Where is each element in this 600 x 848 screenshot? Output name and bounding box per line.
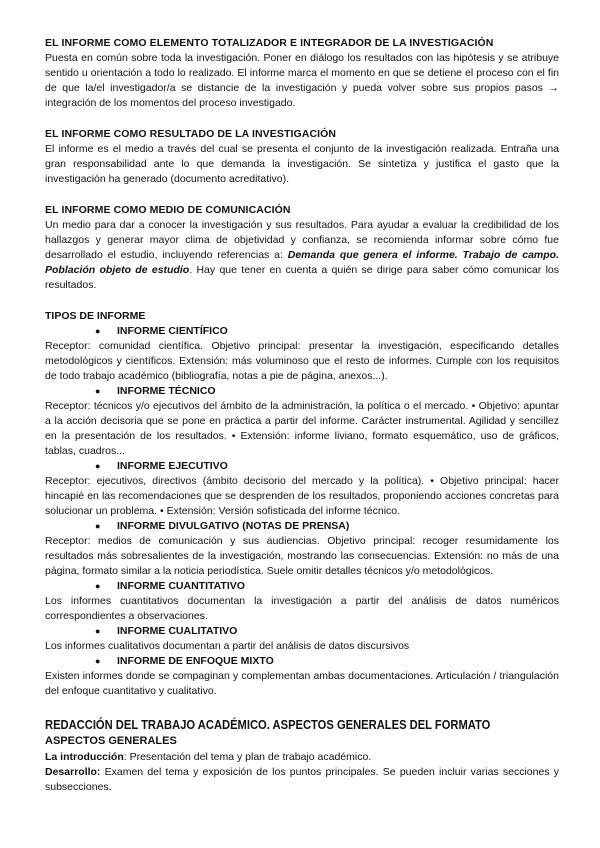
type-name: INFORME CUALITATIVO	[117, 625, 238, 637]
section-title: EL INFORME COMO MEDIO DE COMUNICACIÓN	[45, 204, 291, 216]
bullet-icon: ●	[95, 461, 101, 471]
bullet-icon: ●	[95, 656, 101, 666]
type-heading-divulgativo	[95, 519, 559, 534]
redaccion-item-desarrollo	[45, 765, 559, 795]
redaccion-subtitle: ASPECTOS GENERALES	[45, 735, 177, 747]
type-text: Los informes cualitativos documentan a partir del análisis de datos discursivos	[45, 640, 410, 652]
section-body	[45, 218, 559, 293]
section-body: Puesta en común sobre toda la investigación. Poner en diálogo los resultados con las hipótesis y se atribuye sentido u orientación a todo lo realizado. El informe marca el momento en que se detiene el proceso con el fin de que la/el investigador/a se distancie de la investigación y pueda volver sobre sus propios pasos → integración de los momentos del proceso investigado.	[45, 52, 559, 109]
section-title: EL INFORME COMO RESULTADO DE LA INVESTIGACIÓN	[45, 128, 337, 140]
tipos-title: TIPOS DE INFORME	[45, 310, 146, 322]
section-redaccion	[45, 717, 559, 795]
type-text: Receptor: comunidad científica. Objetivo principal: presentar la investigación, especificando detalles metodológicos y científicos. Extensión: más voluminoso que el resto de informes. Cumple con los requisitos de todo trabajo académico (bibliografía, notas a pie de página, anexos...).	[45, 340, 559, 382]
section-totalizador	[45, 36, 559, 111]
type-heading-cuantitativo	[95, 579, 559, 594]
item-text: Examen del tema y exposición de los puntos principales. Se pueden incluir varias secciones y subsecciones.	[45, 766, 559, 793]
section-title: EL INFORME COMO ELEMENTO TOTALIZADOR E INTEGRADOR DE LA INVESTIGACIÓN	[45, 37, 494, 49]
section-tipos	[45, 309, 559, 699]
item-label: La introducción	[45, 751, 124, 763]
document-content	[45, 36, 559, 795]
type-name: INFORME TÉCNICO	[117, 385, 216, 397]
bullet-icon: ●	[95, 626, 101, 636]
type-heading-tecnico	[95, 384, 559, 399]
type-heading-cientifico	[95, 324, 559, 339]
body-start: Un medio para dar a conocer la investigación y sus resultados. Para ayudar a evaluar la credibilidad de los hallazgos y generar mayor clima de objetividad y confianza, se recomienda informar sobre cómo fue desarrollado el estudio, incluyendo referencias a:	[45, 219, 559, 261]
type-text: Los informes cuantitativos documentan la investigación a partir del análisis de datos numéricos correspondientes a observaciones.	[45, 595, 559, 622]
type-name: INFORME EJECUTIVO	[117, 460, 228, 472]
body-emphasis: Demanda que genera el informe. Trabajo de campo. Población objeto de estudio	[45, 249, 559, 276]
type-name: INFORME CUANTITATIVO	[117, 580, 245, 592]
item-label: Desarrollo:	[45, 766, 101, 778]
type-text: Receptor: medios de comunicación y sus audiencias. Objetivo principal: recoger resumidamente los resultados más sobresalientes de la investigación, mostrando las consecuencias. Extensión: no más de una página, formato similar a la noticia periodística. Suele omitir detalles técnicos y/o metodológicos.	[45, 535, 559, 577]
type-name: INFORME DIVULGATIVO (NOTAS DE PRENSA)	[117, 520, 350, 532]
body-end: . Hay que tener en cuenta a quién se dirige para saber cómo comunicar los resultados.	[45, 264, 560, 291]
type-text: Existen informes donde se compaginan y complementan ambas documentaciones. Articulación / triangulación del enfoque cuantitativo y cualitativo.	[45, 670, 559, 697]
bullet-icon: ●	[95, 326, 101, 336]
type-heading-mixto	[95, 654, 559, 669]
type-text: Receptor: ejecutivos, directivos (ámbito decisorio del mercado y la política). • Objetivo principal: hacer hincapié en las recomendaciones que se desprenden de los resultados, proponiendo acciones concretas para solucionar un problema. • Extensión: Versión sofisticada del informe técnico.	[45, 475, 559, 517]
type-heading-ejecutivo	[95, 459, 559, 474]
type-name: INFORME DE ENFOQUE MIXTO	[117, 655, 274, 667]
redaccion-title: REDACCIÓN DEL TRABAJO ACADÉMICO. ASPECTOS GENERALES DEL FORMATO	[45, 717, 491, 732]
section-comunicacion	[45, 203, 559, 293]
bullet-icon: ●	[95, 386, 101, 396]
bullet-icon: ●	[95, 521, 101, 531]
item-text: : Presentación del tema y plan de trabajo académico.	[123, 751, 372, 763]
section-body: El informe es el medio a través del cual se presenta el conjunto de la investigación realizada. Entraña una gran responsabilidad ante lo que demanda la investigación. Se sintetiza y justifica el gasto que la investigación ha generado (documento acreditativo).	[45, 143, 559, 185]
type-name: INFORME CIENTÍFICO	[117, 325, 228, 337]
bullet-icon: ●	[95, 581, 101, 591]
type-text: Receptor: técnicos y/o ejecutivos del ámbito de la administración, la política o el mercado. • Objetivo: apuntar a la acción decisoria que se pone en práctica a partir del informe. Carácter instrumental. Agilidad y sencillez en la presentación de los resultados. • Extensión: informe liviano, formato esquemático, uso de gráficos, tablas, cuadros...	[45, 400, 559, 457]
redaccion-item-introduccion	[45, 750, 559, 765]
section-resultado	[45, 127, 559, 187]
type-heading-cualitativo	[95, 624, 559, 639]
